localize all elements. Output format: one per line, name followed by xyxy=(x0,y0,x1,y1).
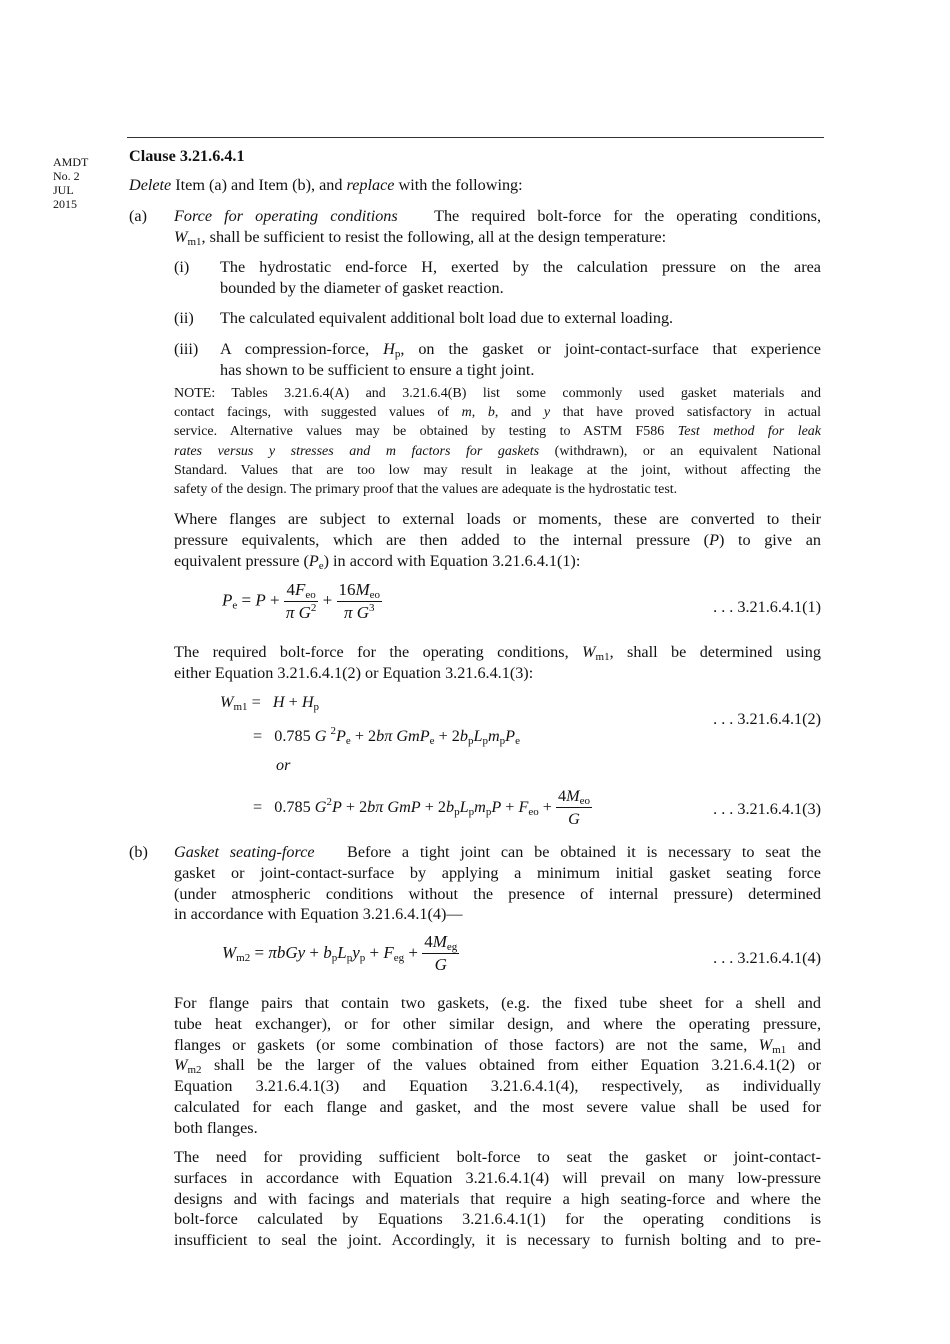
item-i-body xyxy=(220,257,821,299)
para-line: surfaces in accordance with Equation 3.21.6.4.1(4) will prevail on many low-pressure xyxy=(174,1168,821,1187)
para-line xyxy=(174,530,821,551)
equation-2-number: . . . 3.21.6.4.1(2) xyxy=(713,710,821,728)
equation-1-number: . . . 3.21.6.4.1(1) xyxy=(713,598,821,616)
note-line xyxy=(174,422,821,441)
w-subscript: m1 xyxy=(772,1043,787,1056)
para-line: both flanges. xyxy=(174,1118,258,1137)
item-b-label: (b) xyxy=(129,843,148,861)
item-i-line1: The hydrostatic end-force H, exerted by the calculation pressure on the area xyxy=(220,258,821,276)
note-line: NOTE: Tables 3.21.6.4(A) and 3.21.6.4(B) list some commonly used gasket materials and xyxy=(174,386,821,401)
para-line: Where flanges are subject to external loads or moments, these are converted to their xyxy=(174,510,821,528)
text: The required bolt-force for the operating conditions, xyxy=(174,643,583,661)
para-flanges xyxy=(174,509,821,571)
item-b-line: in accordance with Equation 3.21.6.4.1(4)— xyxy=(174,905,463,924)
para-line: For flange pairs that contain two gaskets, (e.g. the fixed tube sheet for a shell and xyxy=(174,994,821,1012)
intro-text-end: with the following: xyxy=(394,176,523,194)
equation-1: $P_e = P$ + $\frac{4F_{eo}}{\pi G^2}$ + $\frac{16M_{eo}}{\pi G^3}$ xyxy=(222,580,381,622)
item-a-body xyxy=(174,206,821,248)
para-two-gaskets xyxy=(174,993,821,1139)
item-ii-line1: The calculated equivalent additional bolt load due to external loading. xyxy=(220,309,674,327)
item-iii-line1 xyxy=(220,339,821,360)
standard-title: Test method for leak xyxy=(677,424,822,440)
para-line: bolt-force calculated by Equations 3.21.6.4.1(1) for the operating conditions is xyxy=(174,1210,821,1229)
text: and xyxy=(786,1035,821,1054)
equation-2-line1: $W_{m1} = H + H_p$ xyxy=(220,693,320,713)
para-line: insufficient to seal the joint. Accordingly, it is necessary to furnish bolting and to pre- xyxy=(174,1231,821,1250)
equation-2-line2: = 0.785 G $^2P_e + 2b\pi$ $GmP_e + 2b_pL_pm_pP_e$ xyxy=(253,725,520,747)
intro-delete: Delete xyxy=(129,176,172,194)
para-line xyxy=(174,1035,821,1056)
para-need xyxy=(174,1147,821,1251)
clause-heading: Clause 3.21.6.4.1 xyxy=(129,147,245,165)
text: equivalent pressure ( xyxy=(174,551,309,570)
item-b-line: gasket or joint-contact-surface by applying a minimum initial gasket seating force xyxy=(174,863,821,882)
text: , and xyxy=(494,405,544,421)
w-subscript: m2 xyxy=(187,1064,202,1077)
note-line: Standard. Values that are too low may result in leakage at the joint, without affecting the xyxy=(174,462,821,478)
item-b-line: (under atmospheric conditions without the presence of internal pressure) determined xyxy=(174,884,821,903)
para-line: Equation 3.21.6.4.1(3) and Equation 3.21.6.4.1(4), respectively, as individually xyxy=(174,1077,821,1096)
y-symbol: y xyxy=(543,405,551,421)
para-line: calculated for each flange and gasket, and the most severe value shall be used for xyxy=(174,1097,821,1116)
text: A compression-force, xyxy=(220,340,384,358)
intro-replace: replace xyxy=(346,176,395,194)
text: , on the gasket or joint-contact-surface that experience xyxy=(400,340,821,358)
note-line xyxy=(174,442,821,461)
item-a-line2-text: , shall be sufficient to resist the following, all at the design temperature: xyxy=(201,227,667,246)
text: that have proved satisfactory in actual xyxy=(550,405,822,421)
h-symbol: H xyxy=(383,340,395,358)
item-iii-label: (iii) xyxy=(174,340,199,358)
item-b-line1 xyxy=(174,842,821,863)
p-symbol: P xyxy=(308,551,319,570)
note-block xyxy=(174,384,821,499)
item-a-text: The required bolt-force for the operating conditions, xyxy=(434,207,821,225)
item-b-title: Gasket seating-force xyxy=(174,843,315,861)
w-symbol: W xyxy=(758,1035,773,1054)
text: service. Alternative values may be obtained by testing to ASTM F586 xyxy=(174,424,678,440)
header-rule xyxy=(127,137,824,138)
item-a-line2 xyxy=(174,227,821,248)
w-symbol: W xyxy=(582,643,596,661)
amendment-margin-note xyxy=(53,155,88,211)
text: ) to give an xyxy=(718,530,821,549)
item-a-line1 xyxy=(174,206,821,227)
equation-4: $W_{m2} = \pi bGy + b_pL_py_p + F_{eg}$ + $\frac{4M_{eg}}{G}$ xyxy=(222,932,458,974)
para-line: tube heat exchanger), or for other similar design, and where the operating pressure, xyxy=(174,1014,821,1033)
note-line xyxy=(174,403,821,422)
p-symbol: P xyxy=(709,530,719,549)
equation-3: = 0.785 $G^2P + 2b\pi$ GmP + $2b_pL_pm_pP + F_{eo}$ + $\frac{4M_{eo}}{G}$ xyxy=(253,787,590,828)
item-iii-body xyxy=(220,339,821,381)
equation-or: or xyxy=(276,756,291,774)
text: flanges or gaskets (or some combination of those factors) are not the same, xyxy=(174,1035,759,1054)
para-line xyxy=(174,551,821,572)
w-symbol: W xyxy=(174,1056,188,1075)
text: contact facings, with suggested values of xyxy=(174,405,462,421)
para-line xyxy=(174,1055,821,1076)
p-subscript: e xyxy=(318,559,324,572)
text: pressure equivalents, which are then added to the internal pressure ( xyxy=(174,530,710,549)
w-subscript: m1 xyxy=(595,651,610,663)
item-a-label: (a) xyxy=(129,207,147,225)
para-line: designs and with facings and materials that require a high seating-force and where the xyxy=(174,1189,821,1208)
text: , xyxy=(471,405,488,421)
para-line: The need for providing sufficient bolt-force to seat the gasket or joint-contact- xyxy=(174,1148,821,1166)
para-line: either Equation 3.21.6.4.1(2) or Equation 3.21.6.4.1(3): xyxy=(174,663,534,682)
text: ) in accord with Equation 3.21.6.4.1(1): xyxy=(323,551,581,570)
item-i-label: (i) xyxy=(174,258,190,276)
text: Before a tight joint can be obtained it is necessary to seat the xyxy=(347,843,822,861)
text: (withdrawn), or an equivalent National xyxy=(539,443,822,459)
equation-4-number: . . . 3.21.6.4.1(4) xyxy=(713,949,821,967)
text: , shall be determined using xyxy=(609,643,821,661)
intro-text: Item (a) and Item (b), and xyxy=(171,176,347,194)
item-i-line2: bounded by the diameter of gasket reaction. xyxy=(220,278,504,297)
item-iii-line2: has shown to be sufficient to ensure a tight joint. xyxy=(220,360,535,379)
equation-3-number: . . . 3.21.6.4.1(3) xyxy=(713,800,821,818)
item-a-title: Force for operating conditions xyxy=(174,207,398,225)
amdt-line: No. 2 xyxy=(53,169,80,183)
amdt-line: AMDT xyxy=(53,155,89,169)
item-b-body xyxy=(174,842,821,925)
w-subscript: m1 xyxy=(187,235,202,248)
b-symbol: b xyxy=(487,405,495,421)
item-ii-label: (ii) xyxy=(174,309,194,327)
standard-title: rates versus y stresses and m factors for gaskets xyxy=(174,443,540,459)
para-required xyxy=(174,642,821,684)
w-symbol: W xyxy=(174,227,188,246)
amdt-line: JUL xyxy=(53,183,74,197)
amdt-line: 2015 xyxy=(53,197,77,211)
m-symbol: m xyxy=(461,405,472,421)
intro-line xyxy=(129,175,523,196)
text: shall be the larger of the values obtained from either Equation 3.21.6.4.1(2) or xyxy=(201,1056,821,1075)
para-line xyxy=(174,642,821,663)
h-subscript: p xyxy=(394,348,401,360)
note-line: safety of the design. The primary proof that the values are adequate is the hydrostatic test. xyxy=(174,482,678,498)
